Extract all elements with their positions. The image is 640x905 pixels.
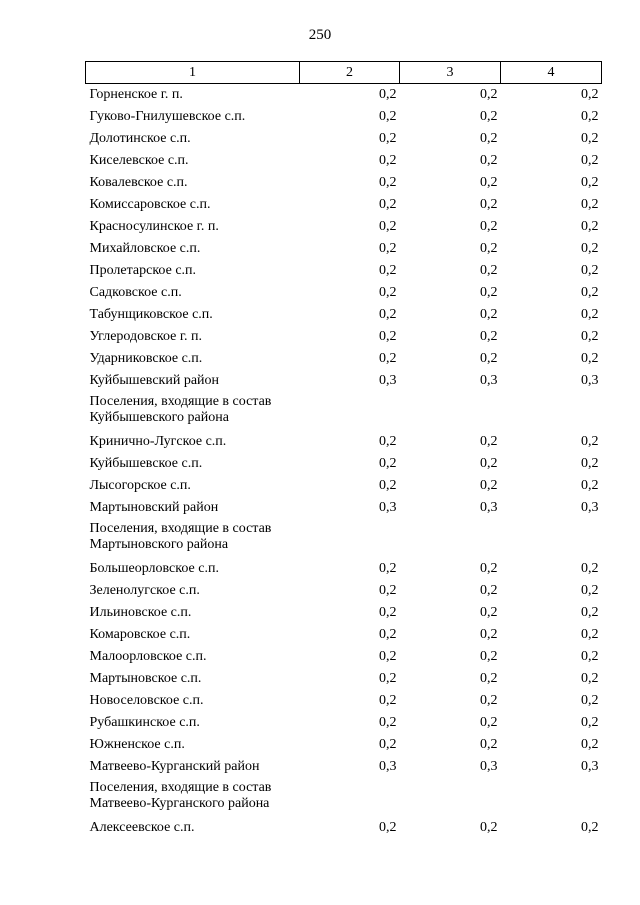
row-value-col-2: 0,2 bbox=[379, 456, 397, 471]
table-row bbox=[86, 326, 602, 348]
row-name-cell: Ильиновское с.п. bbox=[89, 605, 192, 620]
row-value-col-3: 0,2 bbox=[480, 627, 498, 642]
table-row bbox=[86, 128, 602, 150]
row-name-cell: Ударниковское с.п. bbox=[89, 351, 203, 366]
row-value-col-2: 0,2 bbox=[379, 263, 397, 278]
row-value-col-4 bbox=[501, 778, 602, 817]
row-value-col-3: 0,2 bbox=[480, 715, 498, 730]
row-value-col-3: 0,2 bbox=[480, 351, 498, 366]
row-value-col-2: 0,2 bbox=[379, 693, 397, 708]
row-name-cell: Красносулинское г. п. bbox=[89, 219, 219, 234]
row-name-cell: Алексеевское с.п. bbox=[89, 820, 195, 835]
row-value-col-2: 0,2 bbox=[379, 627, 397, 642]
table-row bbox=[86, 602, 602, 624]
row-value-col-2: 0,2 bbox=[379, 561, 397, 576]
row-value-col-4: 0,2 bbox=[581, 715, 599, 730]
row-value-col-3: 0,3 bbox=[480, 500, 498, 515]
table-row bbox=[86, 304, 602, 326]
row-value-col-2: 0,2 bbox=[379, 351, 397, 366]
row-value-col-4: 0,2 bbox=[581, 307, 599, 322]
header-row bbox=[86, 62, 602, 84]
row-value-col-2: 0,2 bbox=[379, 605, 397, 620]
row-name-cell: Большеорловское с.п. bbox=[89, 561, 219, 576]
row-value-col-4: 0,2 bbox=[581, 671, 599, 686]
row-name-line-1: Поселения, входящие в состав bbox=[89, 521, 272, 536]
row-value-col-3: 0,3 bbox=[480, 759, 498, 774]
table-row bbox=[86, 216, 602, 238]
table-row bbox=[86, 646, 602, 668]
row-value-col-3: 0,3 bbox=[480, 373, 498, 388]
page-number: 250 bbox=[308, 27, 332, 43]
row-value-col-2: 0,2 bbox=[379, 175, 397, 190]
row-name-cell: Михайловское с.п. bbox=[89, 241, 201, 256]
table-row bbox=[86, 519, 602, 558]
table-row bbox=[86, 106, 602, 128]
row-value-col-3: 0,2 bbox=[480, 561, 498, 576]
row-name-cell: Комиссаровское с.п. bbox=[89, 197, 211, 212]
row-name-cell bbox=[86, 392, 300, 431]
table-row bbox=[86, 558, 602, 580]
row-value-col-4: 0,3 bbox=[581, 373, 599, 388]
row-name-cell: Южненское с.п. bbox=[89, 737, 185, 752]
row-value-col-4: 0,2 bbox=[581, 737, 599, 752]
row-value-col-3: 0,2 bbox=[480, 109, 498, 124]
row-value-col-3: 0,2 bbox=[480, 197, 498, 212]
table-row bbox=[86, 150, 602, 172]
row-name-cell: Матвеево-Курганский район bbox=[89, 759, 260, 774]
row-value-col-4: 0,2 bbox=[581, 109, 599, 124]
row-name-cell: Зеленолугское с.п. bbox=[89, 583, 200, 598]
row-value-col-4: 0,2 bbox=[581, 263, 599, 278]
row-value-col-4: 0,2 bbox=[581, 131, 599, 146]
table-row bbox=[86, 497, 602, 519]
row-value-col-3: 0,2 bbox=[480, 737, 498, 752]
table-row bbox=[86, 238, 602, 260]
row-value-col-2: 0,2 bbox=[379, 153, 397, 168]
header-col-1: 1 bbox=[86, 62, 300, 84]
row-value-col-2: 0,2 bbox=[379, 820, 397, 835]
row-name-cell: Углеродовское г. п. bbox=[89, 329, 203, 344]
row-value-col-3: 0,2 bbox=[480, 307, 498, 322]
row-value-col-3: 0,2 bbox=[480, 583, 498, 598]
header-col-3: 3 bbox=[400, 62, 501, 84]
row-value-col-3: 0,2 bbox=[480, 820, 498, 835]
table-row bbox=[86, 580, 602, 602]
row-name-line-1: Поселения, входящие в состав bbox=[89, 394, 272, 409]
row-value-col-2: 0,2 bbox=[379, 241, 397, 256]
table-row bbox=[86, 370, 602, 392]
row-value-col-3 bbox=[400, 519, 501, 558]
row-name-cell: Пролетарское с.п. bbox=[89, 263, 197, 278]
row-value-col-4: 0,2 bbox=[581, 649, 599, 664]
row-value-col-3: 0,2 bbox=[480, 605, 498, 620]
table-header bbox=[86, 62, 602, 84]
row-value-col-2: 0,3 bbox=[379, 373, 397, 388]
row-name-cell: Кринично-Лугское с.п. bbox=[89, 434, 227, 449]
table-row bbox=[86, 194, 602, 216]
table-row bbox=[86, 453, 602, 475]
table-row bbox=[86, 668, 602, 690]
row-value-col-3: 0,2 bbox=[480, 241, 498, 256]
row-value-col-3: 0,2 bbox=[480, 649, 498, 664]
table-row bbox=[86, 778, 602, 817]
row-value-col-2 bbox=[300, 392, 400, 431]
row-value-col-3: 0,2 bbox=[480, 263, 498, 278]
row-value-col-3: 0,2 bbox=[480, 456, 498, 471]
row-value-col-2: 0,2 bbox=[379, 737, 397, 752]
row-value-col-2 bbox=[300, 519, 400, 558]
row-value-col-3: 0,2 bbox=[480, 671, 498, 686]
row-name-cell: Куйбышевский район bbox=[89, 373, 220, 388]
row-value-col-3 bbox=[400, 392, 501, 431]
table-row bbox=[86, 690, 602, 712]
row-value-col-4: 0,2 bbox=[581, 197, 599, 212]
row-name-cell: Лысогорское с.п. bbox=[89, 478, 191, 493]
row-value-col-3: 0,2 bbox=[480, 175, 498, 190]
row-value-col-3: 0,2 bbox=[480, 131, 498, 146]
row-value-col-2: 0,2 bbox=[379, 434, 397, 449]
row-value-col-4: 0,2 bbox=[581, 153, 599, 168]
row-value-col-2: 0,2 bbox=[379, 87, 397, 102]
row-value-col-4: 0,3 bbox=[581, 759, 599, 774]
row-value-col-3: 0,2 bbox=[480, 693, 498, 708]
row-name-line-1: Поселения, входящие в состав bbox=[89, 780, 272, 795]
row-value-col-4: 0,2 bbox=[581, 561, 599, 576]
table-row bbox=[86, 348, 602, 370]
row-value-col-4: 0,2 bbox=[581, 456, 599, 471]
row-value-col-4: 0,2 bbox=[581, 605, 599, 620]
row-name-cell: Киселевское с.п. bbox=[89, 153, 189, 168]
row-value-col-4: 0,2 bbox=[581, 478, 599, 493]
row-value-col-2: 0,2 bbox=[379, 329, 397, 344]
row-value-col-2: 0,2 bbox=[379, 478, 397, 493]
row-name-cell: Мартыновский район bbox=[89, 500, 219, 515]
row-value-col-4: 0,2 bbox=[581, 351, 599, 366]
row-value-col-2: 0,3 bbox=[379, 500, 397, 515]
table-row bbox=[86, 475, 602, 497]
row-value-col-2: 0,2 bbox=[379, 307, 397, 322]
row-value-col-4: 0,2 bbox=[581, 241, 599, 256]
row-name-cell: Рубашкинское с.п. bbox=[89, 715, 200, 730]
row-name-cell: Гуково-Гнилушевское с.п. bbox=[89, 109, 246, 124]
row-value-col-2: 0,2 bbox=[379, 649, 397, 664]
table-row bbox=[86, 817, 602, 839]
row-name-cell: Малоорловское с.п. bbox=[89, 649, 207, 664]
header-col-4: 4 bbox=[501, 62, 602, 84]
table-row bbox=[86, 172, 602, 194]
row-value-col-3: 0,2 bbox=[480, 434, 498, 449]
row-value-col-4: 0,2 bbox=[581, 219, 599, 234]
row-name-line-2: Матвеево-Курганского района bbox=[89, 796, 270, 811]
row-value-col-4: 0,2 bbox=[581, 285, 599, 300]
row-value-col-4 bbox=[501, 519, 602, 558]
table-row bbox=[86, 392, 602, 431]
row-value-col-4: 0,3 bbox=[581, 500, 599, 515]
row-name-cell bbox=[86, 519, 300, 558]
table-row bbox=[86, 624, 602, 646]
row-value-col-2: 0,2 bbox=[379, 131, 397, 146]
table-row bbox=[86, 84, 602, 107]
row-value-col-4: 0,2 bbox=[581, 820, 599, 835]
row-value-col-2: 0,2 bbox=[379, 197, 397, 212]
row-value-col-3: 0,2 bbox=[480, 87, 498, 102]
table-row bbox=[86, 734, 602, 756]
row-value-col-3: 0,2 bbox=[480, 285, 498, 300]
row-name-cell: Ковалевское с.п. bbox=[89, 175, 188, 190]
row-value-col-2: 0,2 bbox=[379, 583, 397, 598]
row-value-col-4: 0,2 bbox=[581, 175, 599, 190]
row-name-cell: Горненское г. п. bbox=[89, 87, 183, 102]
row-value-col-2: 0,2 bbox=[379, 671, 397, 686]
table-row bbox=[86, 712, 602, 734]
row-value-col-2: 0,2 bbox=[379, 219, 397, 234]
row-name-cell: Мартыновское с.п. bbox=[89, 671, 202, 686]
table-row bbox=[86, 756, 602, 778]
row-value-col-3 bbox=[400, 778, 501, 817]
row-value-col-3: 0,2 bbox=[480, 478, 498, 493]
data-table bbox=[85, 61, 602, 839]
row-value-col-4: 0,2 bbox=[581, 583, 599, 598]
table-row bbox=[86, 260, 602, 282]
row-name-cell: Новоселовское с.п. bbox=[89, 693, 204, 708]
row-value-col-3: 0,2 bbox=[480, 329, 498, 344]
row-value-col-3: 0,2 bbox=[480, 153, 498, 168]
row-name-cell: Комаровское с.п. bbox=[89, 627, 191, 642]
row-name-line-2: Куйбышевского района bbox=[89, 410, 229, 425]
row-name-cell: Садковское с.п. bbox=[89, 285, 182, 300]
row-value-col-2: 0,2 bbox=[379, 285, 397, 300]
row-name-cell: Долотинское с.п. bbox=[89, 131, 191, 146]
row-value-col-4: 0,2 bbox=[581, 87, 599, 102]
table-row bbox=[86, 431, 602, 453]
row-name-cell: Табунщиковское с.п. bbox=[89, 307, 213, 322]
row-name-cell bbox=[86, 778, 300, 817]
row-name-line-2: Мартыновского района bbox=[89, 537, 229, 552]
row-value-col-4: 0,2 bbox=[581, 329, 599, 344]
row-value-col-4 bbox=[501, 392, 602, 431]
row-value-col-4: 0,2 bbox=[581, 627, 599, 642]
row-value-col-4: 0,2 bbox=[581, 693, 599, 708]
row-value-col-2 bbox=[300, 778, 400, 817]
table-body bbox=[86, 84, 602, 840]
table-row bbox=[86, 282, 602, 304]
row-value-col-2: 0,2 bbox=[379, 715, 397, 730]
header-col-2: 2 bbox=[300, 62, 400, 84]
row-value-col-3: 0,2 bbox=[480, 219, 498, 234]
row-name-cell: Куйбышевское с.п. bbox=[89, 456, 203, 471]
row-value-col-4: 0,2 bbox=[581, 434, 599, 449]
row-value-col-2: 0,3 bbox=[379, 759, 397, 774]
row-value-col-2: 0,2 bbox=[379, 109, 397, 124]
